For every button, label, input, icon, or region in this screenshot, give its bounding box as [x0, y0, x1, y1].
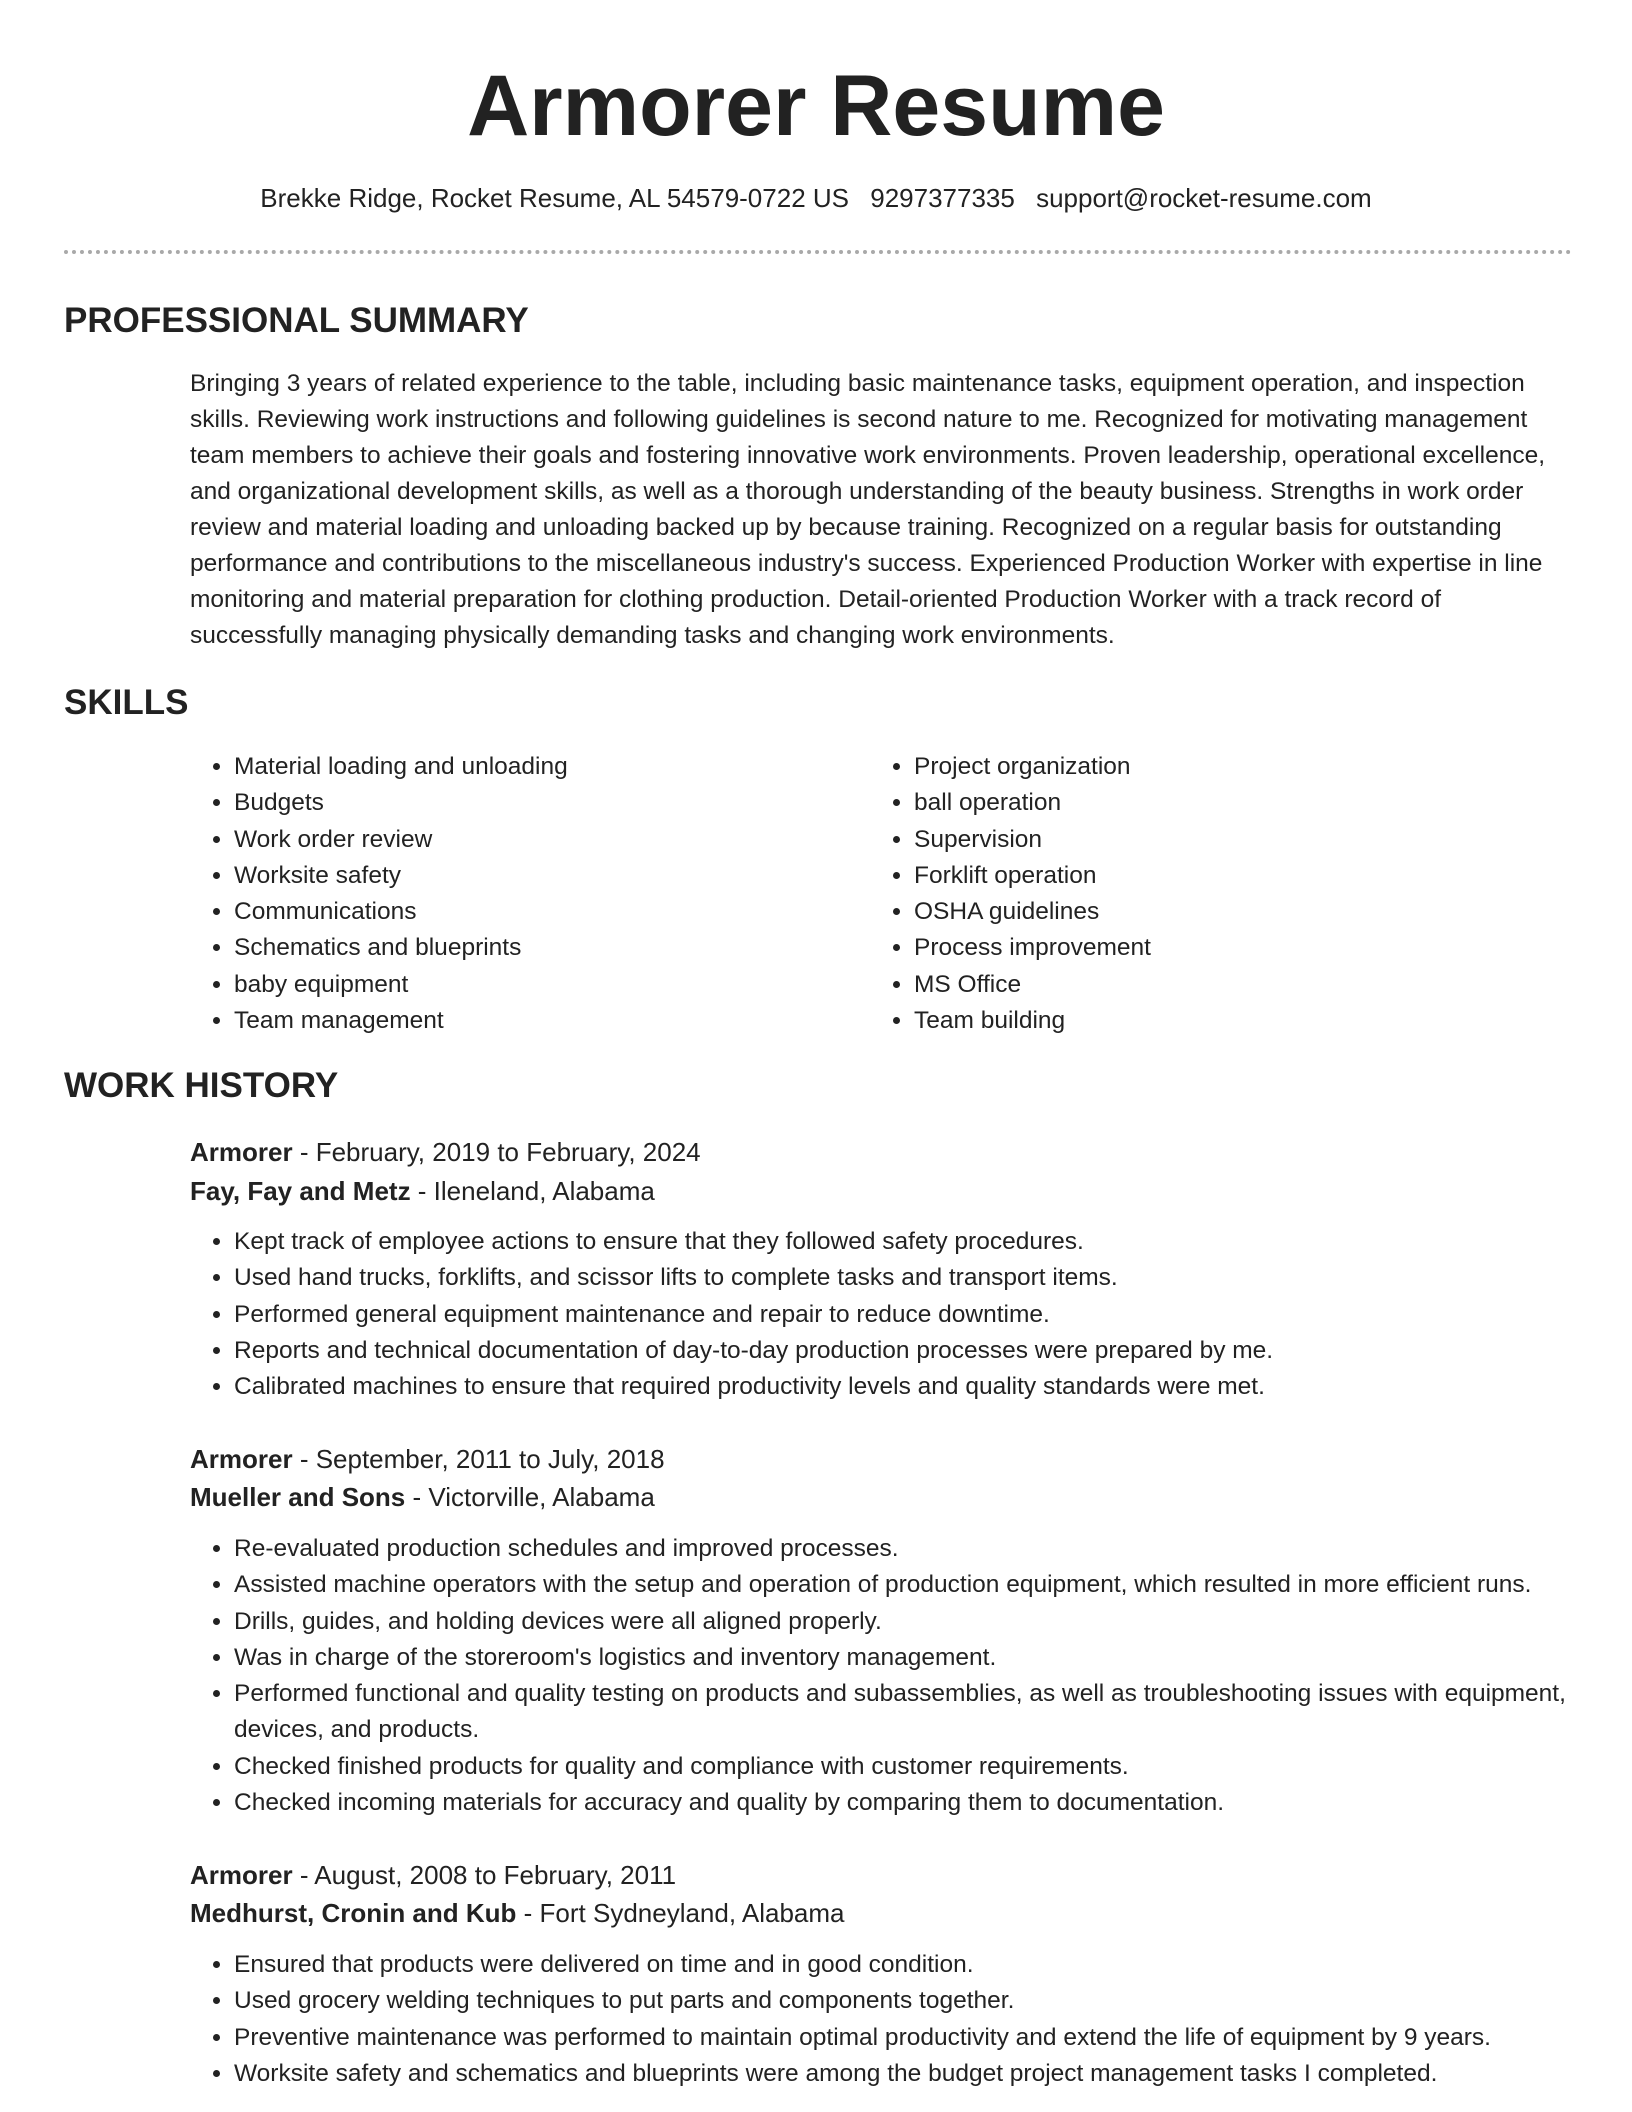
job-title-line — [190, 1857, 676, 1893]
job-dates: - February, 2019 to February, 2024 — [292, 1137, 701, 1167]
skill-item: • Team building — [914, 1003, 1534, 1039]
skill-item: • Process improvement — [914, 930, 1534, 966]
skill-item: • Work order review — [234, 822, 854, 858]
contact-email: support@rocket-resume.com — [1036, 183, 1372, 213]
skill-item: • OSHA guidelines — [914, 894, 1534, 930]
job-dates: - August, 2008 to February, 2011 — [292, 1860, 677, 1890]
job-company: Medhurst, Cronin and Kub — [190, 1898, 517, 1928]
job-bullet: • Calibrated machines to ensure that required productivity levels and quality standards were met. — [234, 1369, 1616, 1405]
skill-item: • Forklift operation — [914, 858, 1534, 894]
summary-heading: PROFESSIONAL SUMMARY — [64, 301, 529, 340]
job-bullets — [190, 1947, 1616, 2092]
job-dates: - September, 2011 to July, 2018 — [292, 1444, 665, 1474]
job-company-line — [190, 1173, 655, 1209]
job-title-line — [190, 1441, 665, 1477]
resume-title: Armorer Resume — [467, 58, 1165, 154]
job-company-line — [190, 1895, 844, 1931]
job-bullet: • Drills, guides, and holding devices were all aligned properly. — [234, 1604, 1616, 1640]
skill-item: • Schematics and blueprints — [234, 930, 854, 966]
job-bullet: • Re-evaluated production schedules and improved processes. — [234, 1531, 1616, 1567]
skills-heading: SKILLS — [64, 683, 189, 722]
skill-item: • Worksite safety — [234, 858, 854, 894]
job-location: - Ileneland, Alabama — [410, 1176, 655, 1206]
job-title: Armorer — [190, 1444, 293, 1474]
job-bullet: • Reports and technical documentation of day-to-day production processes were prepared by me. — [234, 1333, 1616, 1369]
job-bullets — [190, 1531, 1616, 1821]
skill-item: • baby equipment — [234, 967, 854, 1003]
job-bullet: • Used hand trucks, forklifts, and scissor lifts to complete tasks and transport items. — [234, 1260, 1616, 1296]
job-company-line — [190, 1479, 655, 1515]
work-history-heading: WORK HISTORY — [64, 1066, 339, 1105]
job-bullet: • Worksite safety and schematics and blueprints were among the budget project management tasks I completed. — [234, 2056, 1616, 2092]
contact-info — [0, 180, 1632, 216]
skill-item: • Budgets — [234, 785, 854, 821]
job-company: Mueller and Sons — [190, 1482, 406, 1512]
job-title-line — [190, 1134, 701, 1170]
skills-list-right — [870, 749, 1534, 1039]
job-bullet: • Preventive maintenance was performed to maintain optimal productivity and extend the life of equipment by 9 years. — [234, 2020, 1616, 2056]
summary-text: Bringing 3 years of related experience to the table, including basic maintenance tasks, equipment operation, and inspection skills. Reviewing work instructions and following guidelines is second nature to me. Recognized for motivating management team members to achieve their goals and fostering innovative work environments. Proven leadership, operational excellence, and organizational development skills, as well as a thorough understanding of the beauty business. Strengths in work order review and material loading and unloading backed up by because training. Recognized on a regular basis for outstanding performance and contributions to the miscellaneous industry's success. Experienced Production Worker with expertise in line monitoring and material preparation for clothing production. Detail-oriented Production Worker with a track record of successfully managing physically demanding tasks and changing work environments. — [190, 370, 1546, 649]
job-bullet: • Ensured that products were delivered on time and in good condition. — [234, 1947, 1616, 1983]
job-location: - Fort Sydneyland, Alabama — [516, 1898, 845, 1928]
job-bullet: • Performed functional and quality testing on products and subassemblies, as well as troubleshooting issues with equipment, devices, and products. — [234, 1676, 1616, 1749]
job-bullet: • Checked incoming materials for accuracy and quality by comparing them to documentation. — [234, 1785, 1616, 1821]
skills-list-left — [190, 749, 854, 1039]
job-location: - Victorville, Alabama — [405, 1482, 655, 1512]
job-bullets — [190, 1224, 1616, 1405]
job-bullet: • Performed general equipment maintenance and repair to reduce downtime. — [234, 1297, 1616, 1333]
contact-address: Brekke Ridge, Rocket Resume, AL 54579-0722 US — [260, 183, 849, 213]
job-bullet: • Used grocery welding techniques to put parts and components together. — [234, 1983, 1616, 2019]
contact-phone: 9297377335 — [870, 183, 1015, 213]
skill-item: • Supervision — [914, 822, 1534, 858]
skill-item: • ball operation — [914, 785, 1534, 821]
job-title: Armorer — [190, 1137, 293, 1167]
job-title: Armorer — [190, 1860, 293, 1890]
job-bullet: • Checked finished products for quality and compliance with customer requirements. — [234, 1749, 1616, 1785]
header-divider — [64, 250, 1572, 254]
job-bullet: • Was in charge of the storeroom's logistics and inventory management. — [234, 1640, 1616, 1676]
job-bullet: • Assisted machine operators with the setup and operation of production equipment, which resulted in more efficient runs. — [234, 1567, 1616, 1603]
skill-item: • Team management — [234, 1003, 854, 1039]
skill-item: • MS Office — [914, 967, 1534, 1003]
job-bullet: • Kept track of employee actions to ensure that they followed safety procedures. — [234, 1224, 1616, 1260]
skill-item: • Project organization — [914, 749, 1534, 785]
skill-item: • Material loading and unloading — [234, 749, 854, 785]
job-company: Fay, Fay and Metz — [190, 1176, 411, 1206]
skill-item: • Communications — [234, 894, 854, 930]
